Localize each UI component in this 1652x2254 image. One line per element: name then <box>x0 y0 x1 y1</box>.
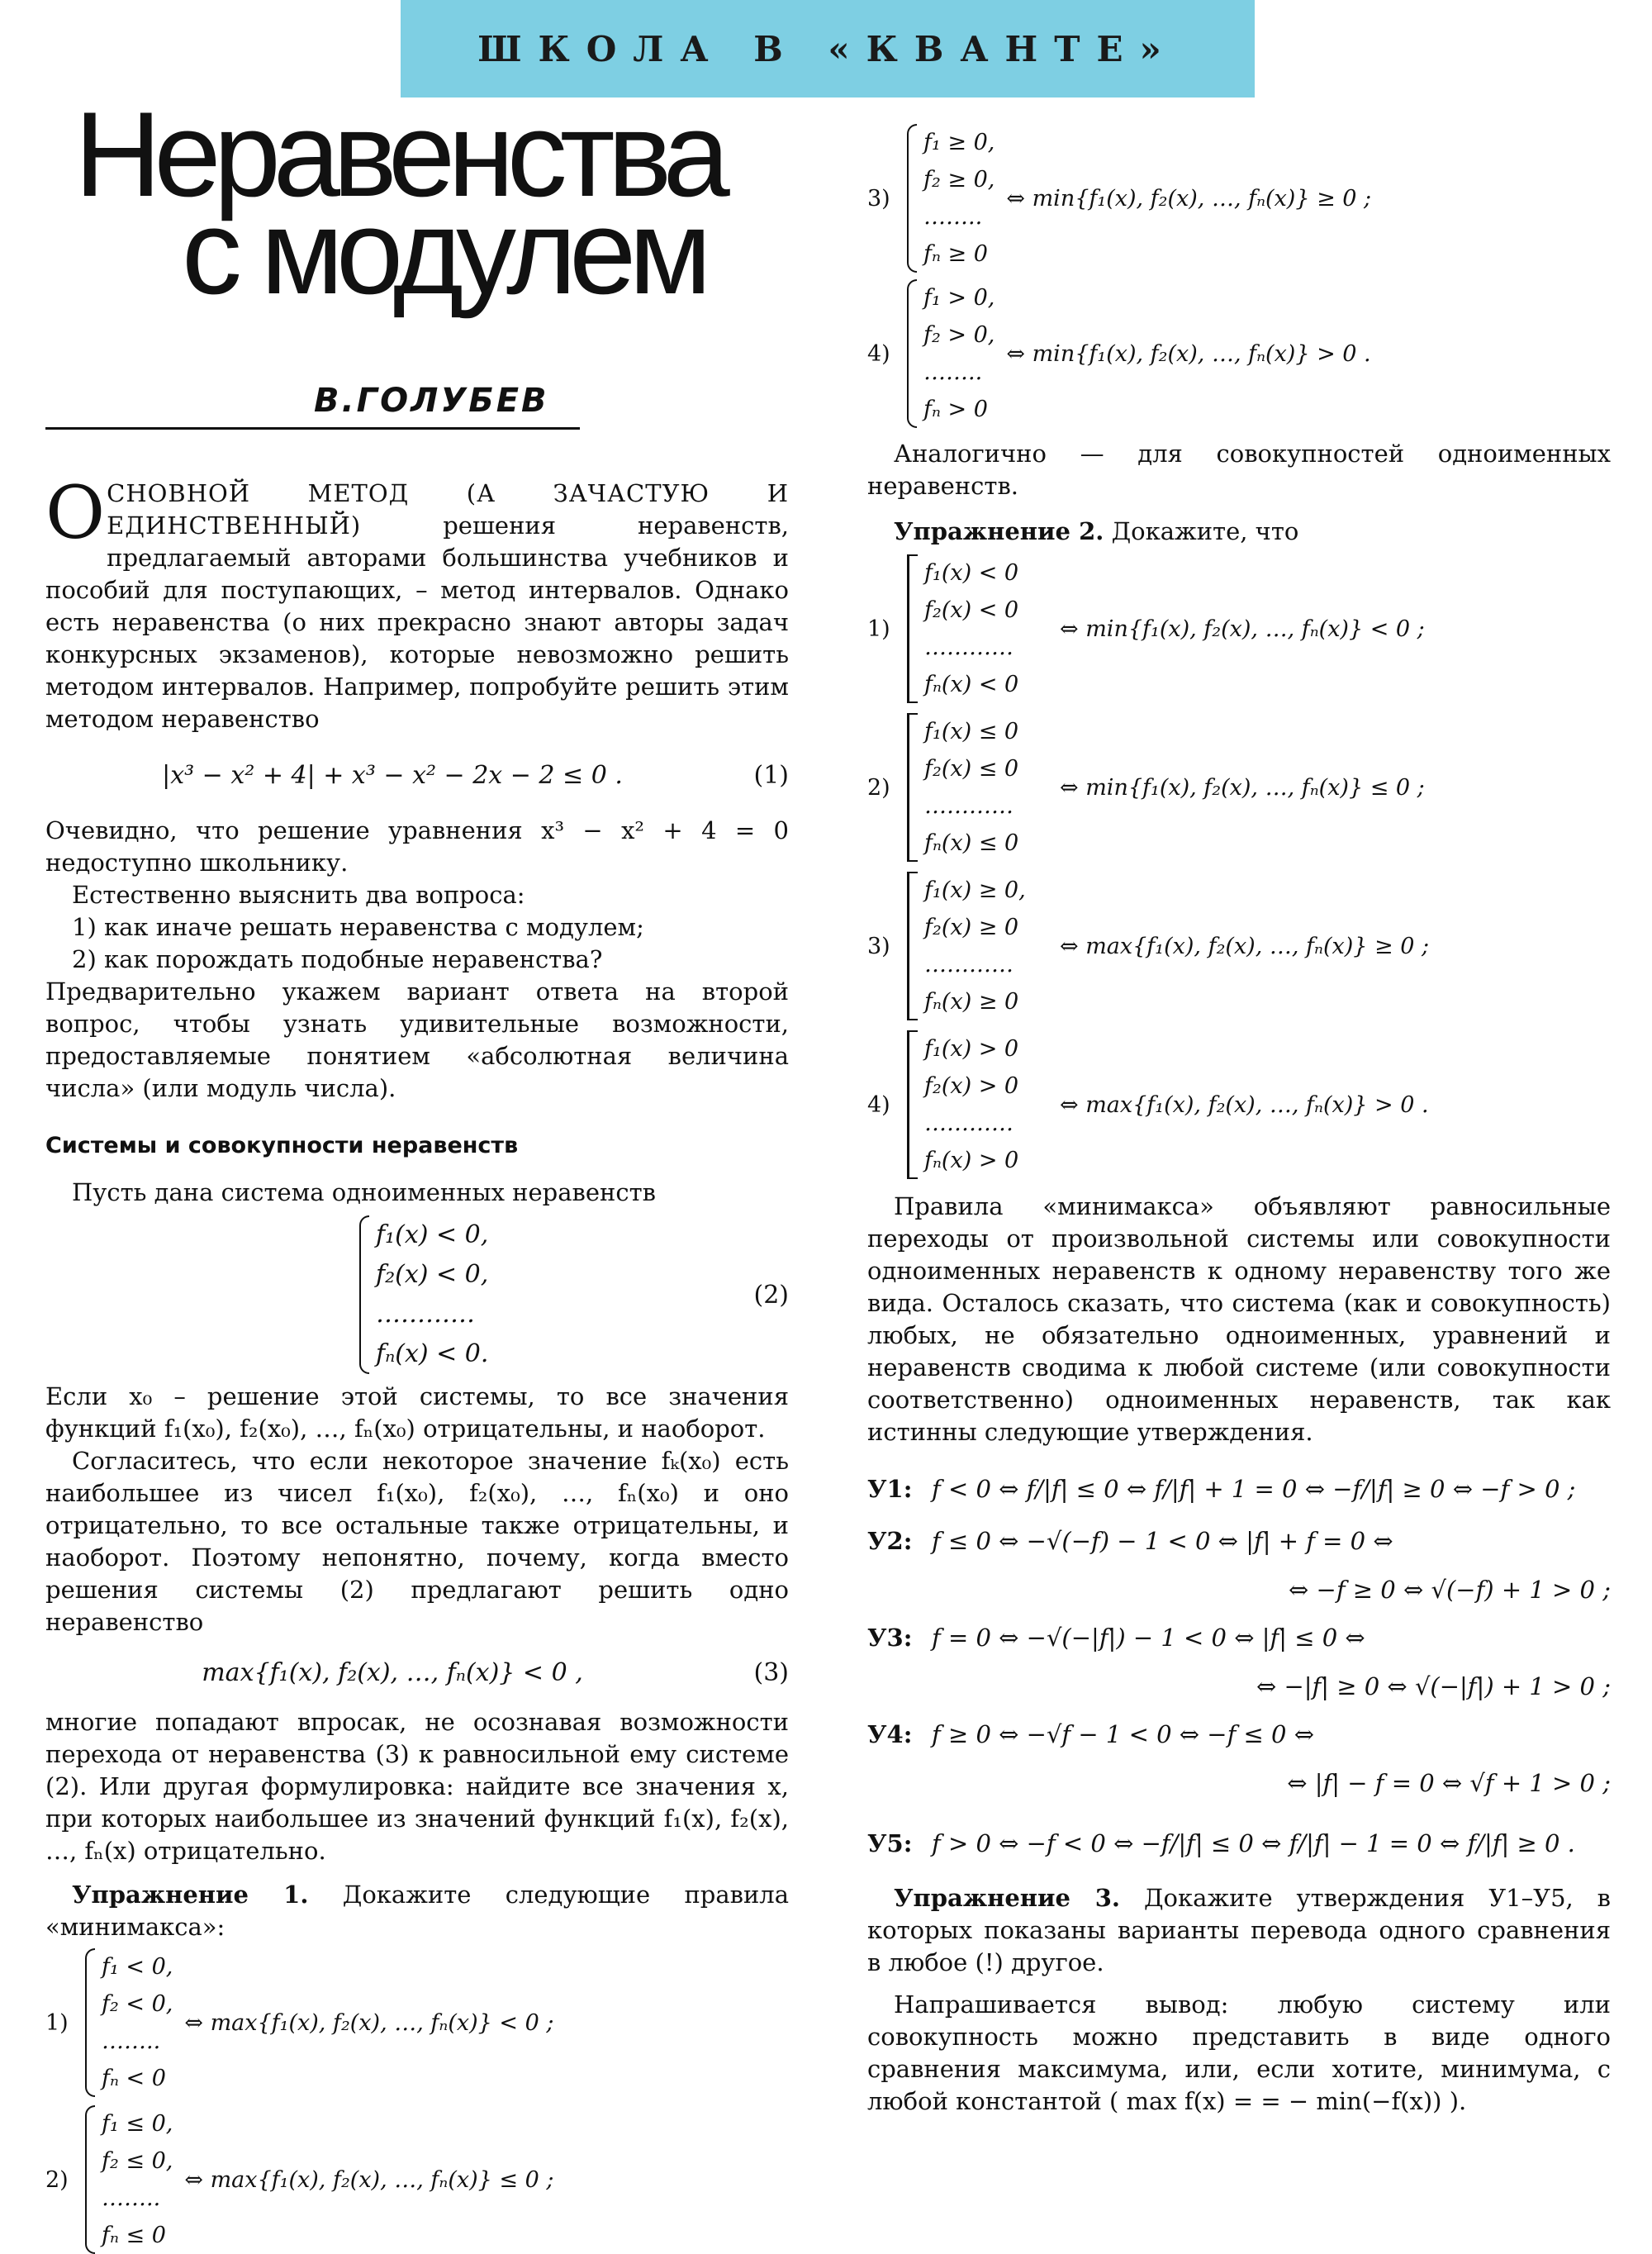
statement-u1 <box>867 1460 1611 1518</box>
exercise-3 <box>867 1882 1611 1979</box>
rule-3-line: f₁ ≥ 0, <box>923 130 995 155</box>
statement-u2 <box>867 1524 1611 1557</box>
rule-4-result: ⇔ min{f₁(x), f₂(x), …, fₙ(x)} > 0 . <box>1006 340 1371 367</box>
rule-1-brace <box>85 1948 95 2097</box>
title-line-2: с модулем <box>182 184 705 319</box>
rule-3-line: fₙ ≥ 0 <box>923 241 988 267</box>
collection-4-line: f₁(x) > 0 <box>924 1036 1019 1062</box>
rule-3-number: 3) <box>867 185 890 212</box>
statement-u4-line-1: f ≥ 0 ⇔ −√f − 1 < 0 ⇔ −f ≤ 0 ⇔ <box>932 1720 1315 1748</box>
collection-3-line: f₁(x) ≥ 0, <box>924 877 1026 903</box>
equation-3-number: (3) <box>753 1657 789 1687</box>
title-line-1: Неравенства <box>74 87 723 221</box>
rule-1-line: …….. <box>102 2028 161 2054</box>
system-2-line-4: fₙ(x) < 0. <box>376 1339 489 1368</box>
statement-u2-label: У2: <box>867 1527 913 1555</box>
collection-2 <box>867 713 1611 862</box>
rule-1-number: 1) <box>45 2009 69 2036</box>
question-2: 2) как порождать подобные неравенства? <box>72 945 603 973</box>
system-2-line-1: f₁(x) < 0, <box>376 1220 489 1249</box>
rule-1-line: f₁ < 0, <box>102 1954 173 1980</box>
exercise-1 <box>45 1879 789 1943</box>
rule-4-line: f₁ > 0, <box>923 285 995 311</box>
statements <box>867 1460 1611 1872</box>
statement-u5 <box>867 1814 1611 1872</box>
rule-2-line: fₙ ≤ 0 <box>102 2223 166 2248</box>
rule-4-line: fₙ > 0 <box>923 397 988 422</box>
paragraph-obvious: Очевидно, что решение уравнения x³ − x² + 4 = 0 недоступно школьнику. <box>45 816 789 877</box>
collection-3-number: 3) <box>867 933 890 959</box>
system-2-line-2: f₂(x) < 0, <box>376 1260 489 1289</box>
rule-1-line: fₙ < 0 <box>102 2066 166 2091</box>
collection-2-result: ⇔ min{f₁(x), f₂(x), …, fₙ(x)} ≤ 0 ; <box>1060 774 1425 801</box>
drop-cap: О <box>45 470 106 555</box>
exercise-2-text: Докажите, что <box>1111 517 1299 545</box>
paragraph-many: многие попадают впросак, не осознавая возможности перехода от неравенства (3) к равносильной ему системе (2). Или другая формулировка: найдите все значения x, при которых наибольшее из значений функций f₁(x), f₂(x), …, fₙ(x) отрицательно. <box>45 1708 789 1865</box>
intro-paragraph <box>45 470 790 735</box>
rule-2-result: ⇔ max{f₁(x), f₂(x), …, fₙ(x)} ≤ 0 ; <box>184 2166 554 2193</box>
paragraph-preliminary: Предварительно укажем вариант ответа на второй вопрос, чтобы узнать удивительные возможности, предоставляемые понятием «абсолютная величина числа» (или модуль числа). <box>45 977 789 1102</box>
statement-u3-line-1: f = 0 ⇔ −√(−|f|) − 1 < 0 ⇔ |f| ≤ 0 ⇔ <box>932 1624 1365 1652</box>
right-column <box>867 124 1611 2118</box>
statement-u3-label: У3: <box>867 1624 913 1652</box>
collection-2-line: ………… <box>924 793 1014 819</box>
rule-4-line: …….. <box>923 359 983 385</box>
statement-u1-line-1: f < 0 ⇔ f/|f| ≤ 0 ⇔ f/|f| + 1 = 0 ⇔ −f/|f| ≥ 0 ⇔ −f > 0 ; <box>932 1475 1576 1503</box>
collection-3 <box>867 872 1611 1020</box>
statement-u2-line-1: f ≤ 0 ⇔ −√(−f) − 1 < 0 ⇔ |f| + f = 0 ⇔ <box>932 1527 1393 1555</box>
rule-2-brace <box>85 2105 95 2254</box>
collection-1-line: f₁(x) < 0 <box>924 560 1019 586</box>
paragraph-analog: Аналогично — для совокупностей одноименных неравенств. <box>867 440 1611 500</box>
collection-3-bracket <box>907 872 918 1020</box>
statement-u3 <box>867 1621 1611 1654</box>
rule-2-line: …….. <box>102 2185 161 2211</box>
rule-3-brace <box>907 124 917 273</box>
rule-1 <box>45 1948 789 2097</box>
equation-1 <box>45 754 789 797</box>
collection-3-line: ………… <box>924 952 1014 977</box>
intro-text: решения неравенств, предлагаемый авторами большинства учебников и пособий для поступающих, – метод интервалов. Однако есть неравенства (о них прекрасно знают авторы задач конкурсных экзаменов), которые невозможно решить методом интервалов. Например, попробуйте решить этим методом неравенство <box>45 511 790 733</box>
equation-2-number: (2) <box>753 1280 789 1310</box>
collection-3-result: ⇔ max{f₁(x), f₂(x), …, fₙ(x)} ≥ 0 ; <box>1060 933 1430 959</box>
collection-1-line: f₂(x) < 0 <box>924 597 1019 623</box>
statement-u4 <box>867 1718 1611 1751</box>
paragraph-questions: Естественно выяснить два вопроса: <box>72 881 525 909</box>
rule-4-brace <box>907 279 917 428</box>
system-2-brace <box>359 1215 369 1374</box>
collection-1-bracket <box>907 554 918 703</box>
equation-3-body: max{f₁(x), f₂(x), …, fₙ(x)} < 0 , <box>202 1657 583 1687</box>
equation-3 <box>45 1652 789 1693</box>
section-banner: ШКОЛА В «КВАНТЕ» <box>401 0 1255 97</box>
collection-2-line: f₁(x) ≤ 0 <box>924 719 1019 744</box>
collection-2-number: 2) <box>867 774 890 801</box>
system-2-line-3: ………… <box>376 1300 475 1329</box>
statement-u4-line-2: ⇔ |f| − f = 0 ⇔ √f + 1 > 0 ; <box>1287 1769 1611 1797</box>
collection-4-number: 4) <box>867 1091 890 1118</box>
exercise-3-label: Упражнение 3. <box>894 1884 1121 1912</box>
paragraph-rules: Правила «минимакса» объявляют равносильные переходы от произвольной системы или совокупности одноименных неравенств к одному неравенству того же вида. Осталось сказать, что система (как и совокупность) любых, не обязательно одноименных, уравнений и неравенств сводима к любой системе (или совокупности соответственно) одноименных неравенств, так как истинны следующие утверждения. <box>867 1192 1611 1446</box>
rule-3-line: f₂ ≥ 0, <box>923 167 995 193</box>
left-column <box>45 470 790 2254</box>
system-2 <box>359 1215 789 1374</box>
rule-4-number: 4) <box>867 340 890 367</box>
statement-u3-line-2: ⇔ −|f| ≥ 0 ⇔ √(−|f|) + 1 > 0 ; <box>1256 1672 1611 1700</box>
collection-1-number: 1) <box>867 616 890 642</box>
question-1: 1) как иначе решать неравенства с модулем; <box>72 913 644 941</box>
statement-u1-label: У1: <box>867 1475 913 1503</box>
exercise-1-label: Упражнение 1. <box>72 1881 309 1909</box>
collection-1-line: fₙ(x) < 0 <box>924 672 1019 697</box>
collection-1 <box>867 554 1611 703</box>
collection-3-line: f₂(x) ≥ 0 <box>924 915 1019 940</box>
paragraph-if: Если x₀ – решение этой системы, то все значения функций f₁(x₀), f₂(x₀), …, fₙ(x₀) отрицательны, и наоборот. <box>45 1382 789 1443</box>
author-divider <box>45 427 580 430</box>
rule-4-line: f₂ > 0, <box>923 322 995 348</box>
rule-2 <box>45 2105 789 2254</box>
collection-4-bracket <box>907 1030 918 1179</box>
rule-3 <box>867 124 1611 273</box>
paragraph-conclusion: Напрашивается вывод: любую систему или совокупность можно представить в виде одного сравнения максимума, или, если хотите, минимума, с любой константой ( max f(x) = = − min(−f(x)) ). <box>867 1990 1611 2115</box>
collection-1-line: ………… <box>924 635 1014 660</box>
exercise-1-text: Докажите следующие правила «минимакса»: <box>45 1881 790 1941</box>
intro-caps: СНОВНОЙ МЕТОД (А ЗАЧАСТУЮ И ЕДИНСТВЕННЫЙ) <box>107 479 789 540</box>
exercise-3-text: Докажите утверждения У1–У5, в которых показаны варианты перевода одного сравнения в любое (!) другое. <box>867 1884 1611 1976</box>
collection-3-line: fₙ(x) ≥ 0 <box>924 989 1019 1015</box>
rule-3-line: …….. <box>923 204 983 230</box>
collection-2-line: f₂(x) ≤ 0 <box>924 756 1019 782</box>
collection-4-line: f₂(x) > 0 <box>924 1073 1019 1099</box>
statement-u5-line-1: f > 0 ⇔ −f < 0 ⇔ −f/|f| ≤ 0 ⇔ f/|f| − 1 = 0 ⇔ f/|f| ≥ 0 . <box>932 1829 1575 1857</box>
paragraph-let: Пусть дана система одноименных неравенств <box>72 1178 656 1206</box>
collection-2-line: fₙ(x) ≤ 0 <box>924 830 1019 856</box>
statement-u5-label: У5: <box>867 1829 913 1857</box>
exercise-2-label: Упражнение 2. <box>894 517 1104 545</box>
collection-4-result: ⇔ max{f₁(x), f₂(x), …, fₙ(x)} > 0 . <box>1060 1091 1429 1118</box>
article-title <box>74 87 785 319</box>
section-heading: Системы и совокупности неравенств <box>45 1133 519 1158</box>
collection-2-bracket <box>907 713 918 862</box>
collection-4-line: fₙ(x) > 0 <box>924 1148 1019 1173</box>
collection-4 <box>867 1030 1611 1179</box>
equation-1-body: |x³ − x² + 4| + x³ − x² − 2x − 2 ≤ 0 . <box>162 760 623 790</box>
rule-1-result: ⇔ max{f₁(x), f₂(x), …, fₙ(x)} < 0 ; <box>184 2009 554 2036</box>
rule-1-line: f₂ < 0, <box>102 1991 173 2017</box>
statement-u2-line-2: ⇔ −f ≥ 0 ⇔ √(−f) + 1 > 0 ; <box>1289 1576 1611 1604</box>
rule-2-line: f₁ ≤ 0, <box>102 2111 173 2137</box>
statement-u4-label: У4: <box>867 1720 913 1748</box>
rule-2-line: f₂ ≤ 0, <box>102 2148 173 2174</box>
author-name: В.ГОЛУБЕВ <box>314 382 549 420</box>
collection-4-line: ………… <box>924 1110 1014 1136</box>
rule-2-number: 2) <box>45 2166 69 2193</box>
rule-3-result: ⇔ min{f₁(x), f₂(x), …, fₙ(x)} ≥ 0 ; <box>1006 185 1372 212</box>
collection-1-result: ⇔ min{f₁(x), f₂(x), …, fₙ(x)} < 0 ; <box>1060 616 1425 642</box>
rule-4 <box>867 279 1611 428</box>
equation-1-number: (1) <box>753 760 789 790</box>
exercise-2 <box>867 516 1611 548</box>
paragraph-agree: Согласитесь, что если некоторое значение fₖ(x₀) есть наибольшее из чисел f₁(x₀), f₂(x₀), …, fₙ(x₀) и оно отрицательно, то все остальные также отрицательны, и наоборот. Поэтому непонятно, почему, когда вместо решения системы (2) предлагают решить одно неравенство <box>45 1447 789 1636</box>
